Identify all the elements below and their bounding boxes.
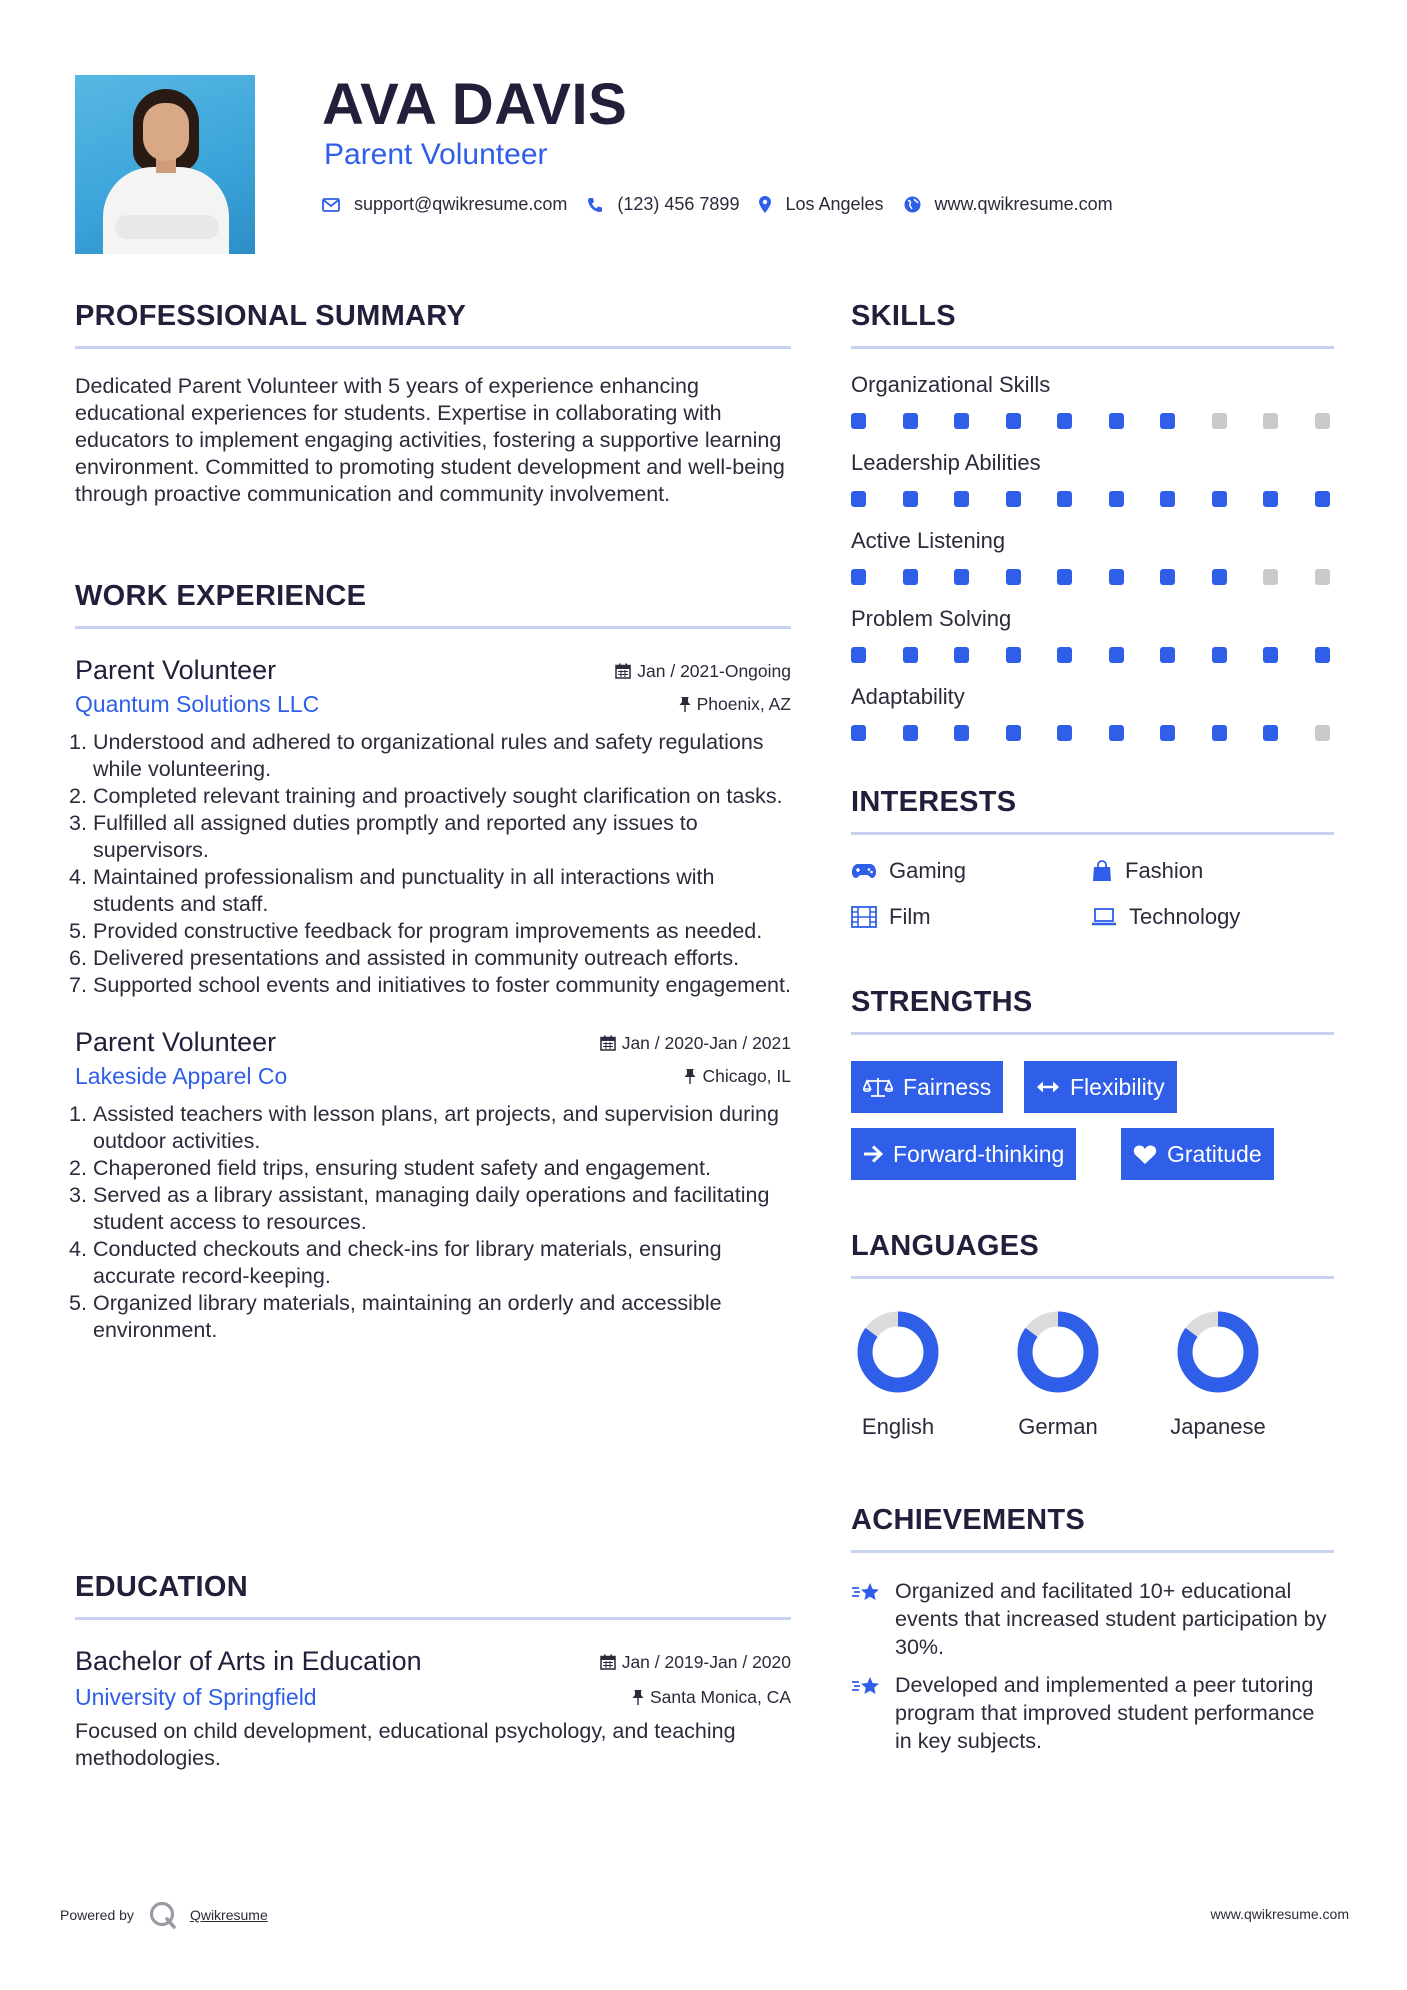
language-gauge bbox=[1173, 1307, 1263, 1397]
strengths-heading: STRENGTHS bbox=[851, 986, 1033, 1018]
contact-email[interactable]: support@qwikresume.com bbox=[354, 194, 568, 214]
strengths-section bbox=[851, 984, 1334, 1201]
list-item: 1. Assisted teachers with lesson plans, art projects, and supervision during outdoor activities. bbox=[69, 1102, 779, 1153]
list-item: 5. Organized library materials, maintaining an orderly and accessible environment. bbox=[69, 1291, 722, 1342]
education-dates-text: Jan / 2019-Jan / 2020 bbox=[621, 1651, 791, 1672]
strength-label: Gratitude bbox=[1167, 1140, 1262, 1167]
education-location-text: Santa Monica, CA bbox=[649, 1686, 791, 1707]
strength-chip bbox=[851, 1128, 1076, 1180]
rating-dot-filled bbox=[1160, 491, 1175, 507]
list-item: 3. Served as a library assistant, managing daily operations and facilitating student access to resources. bbox=[69, 1183, 770, 1234]
section-divider bbox=[851, 1550, 1334, 1553]
language-item bbox=[843, 1307, 953, 1441]
summary-heading: PROFESSIONAL SUMMARY bbox=[75, 300, 467, 332]
languages-heading: LANGUAGES bbox=[851, 1230, 1039, 1262]
rating-dot-filled bbox=[1057, 647, 1072, 663]
strength-chip bbox=[1024, 1061, 1177, 1113]
rating-dot-filled bbox=[1160, 569, 1175, 585]
achievements-heading: ACHIEVEMENTS bbox=[851, 1504, 1086, 1536]
list-item: 3. Fulfilled all assigned duties promptly and reported any issues to supervisors. bbox=[69, 811, 698, 862]
job-location-text: Phoenix, AZ bbox=[696, 693, 791, 714]
shooting-star-icon bbox=[851, 1580, 883, 1606]
section-divider bbox=[75, 626, 791, 629]
calendar-icon bbox=[600, 1035, 616, 1051]
skill-rating bbox=[851, 567, 1334, 587]
interest-label: Fashion bbox=[1125, 858, 1204, 883]
education-description: Focused on child development, educational psychology, and teaching methodologies. bbox=[75, 1719, 736, 1770]
experience-section bbox=[69, 578, 791, 1344]
contact-bar bbox=[322, 194, 1133, 215]
envelope-icon bbox=[322, 198, 340, 212]
skill-item bbox=[851, 371, 1334, 431]
strength-label: Flexibility bbox=[1070, 1073, 1165, 1100]
rating-dot-filled bbox=[954, 569, 969, 585]
strengths-list bbox=[851, 1061, 1334, 1201]
rating-dot-empty bbox=[1315, 569, 1330, 585]
job-dates bbox=[615, 661, 791, 682]
job-dates bbox=[600, 1033, 791, 1054]
skill-item bbox=[851, 683, 1334, 743]
heart-icon bbox=[1133, 1144, 1157, 1165]
skill-rating bbox=[851, 723, 1334, 743]
summary-section bbox=[75, 298, 791, 508]
rating-dot-filled bbox=[954, 647, 969, 663]
language-item bbox=[1163, 1307, 1273, 1441]
rating-dot-filled bbox=[1212, 725, 1227, 741]
qwikresume-logo-icon bbox=[148, 1900, 178, 1930]
skill-name: Leadership Abilities bbox=[851, 450, 1041, 475]
rating-dot-filled bbox=[903, 491, 918, 507]
skill-name: Adaptability bbox=[851, 684, 965, 709]
rating-dot-filled bbox=[1006, 413, 1021, 429]
job-location bbox=[684, 1066, 791, 1087]
list-item: 4. Conducted checkouts and check-ins for library materials, ensuring accurate record-keeping. bbox=[69, 1237, 722, 1288]
interest-item bbox=[1091, 857, 1203, 885]
rating-dot-empty bbox=[1263, 569, 1278, 585]
map-pin-icon bbox=[759, 196, 771, 213]
job-title: Parent Volunteer bbox=[75, 1027, 277, 1057]
rating-dot-filled bbox=[1057, 569, 1072, 585]
rating-dot-filled bbox=[1315, 491, 1330, 507]
rating-dot-filled bbox=[903, 647, 918, 663]
education-location bbox=[632, 1687, 791, 1708]
section-divider bbox=[851, 1032, 1334, 1035]
interest-label: Technology bbox=[1129, 904, 1241, 929]
list-item: 2. Chaperoned field trips, ensuring student safety and engagement. bbox=[69, 1156, 711, 1180]
rating-dot-filled bbox=[1160, 725, 1175, 741]
rating-dot-filled bbox=[1006, 725, 1021, 741]
skill-rating bbox=[851, 411, 1334, 431]
rating-dot-filled bbox=[1109, 569, 1124, 585]
list-item: 5. Provided constructive feedback for program improvements as needed. bbox=[69, 919, 763, 943]
arrow-right-icon bbox=[863, 1145, 883, 1163]
rating-dot-filled bbox=[851, 569, 866, 585]
rating-dot-filled bbox=[1006, 569, 1021, 585]
education-dates bbox=[600, 1652, 791, 1673]
job-dates-text: Jan / 2021-Ongoing bbox=[637, 660, 791, 681]
list-item: 6. Delivered presentations and assisted in community outreach efforts. bbox=[69, 946, 740, 970]
candidate-name: AVA DAVIS bbox=[322, 72, 628, 137]
rating-dot-filled bbox=[851, 491, 866, 507]
rating-dot-filled bbox=[903, 413, 918, 429]
contact-location: Los Angeles bbox=[785, 194, 884, 214]
interests-list bbox=[851, 857, 1334, 957]
section-divider bbox=[851, 832, 1334, 835]
rating-dot-empty bbox=[1315, 725, 1330, 741]
skill-item bbox=[851, 527, 1334, 587]
skill-item bbox=[851, 449, 1334, 509]
rating-dot-filled bbox=[1006, 647, 1021, 663]
strength-label: Forward-thinking bbox=[893, 1140, 1065, 1167]
pushpin-icon bbox=[684, 1068, 696, 1084]
experience-heading: WORK EXPERIENCE bbox=[75, 580, 367, 612]
strength-chip bbox=[851, 1061, 1003, 1113]
language-item bbox=[1003, 1307, 1113, 1441]
contact-website[interactable]: www.qwikresume.com bbox=[934, 194, 1113, 214]
strength-chip bbox=[1121, 1128, 1274, 1180]
powered-by-text: Powered by bbox=[60, 1907, 134, 1923]
rating-dot-filled bbox=[903, 569, 918, 585]
achievement-item: Organized and facilitated 10+ educational events that increased student participation by 30%. bbox=[851, 1577, 1334, 1661]
film-icon bbox=[851, 906, 877, 928]
rating-dot-filled bbox=[903, 725, 918, 741]
interest-label: Film bbox=[889, 904, 931, 929]
rating-dot-filled bbox=[1109, 413, 1124, 429]
section-divider bbox=[75, 346, 791, 349]
balance-scale-icon bbox=[863, 1076, 893, 1098]
rating-dot-filled bbox=[1109, 491, 1124, 507]
rating-dot-filled bbox=[1057, 725, 1072, 741]
phone-icon bbox=[587, 197, 603, 213]
contact-phone[interactable]: (123) 456 7899 bbox=[617, 194, 740, 214]
language-gauge bbox=[853, 1307, 943, 1397]
candidate-title: Parent Volunteer bbox=[324, 138, 548, 171]
company-name: Quantum Solutions LLC bbox=[75, 691, 320, 717]
languages-section bbox=[851, 1228, 1334, 1467]
brand-link[interactable]: Qwikresume bbox=[189, 1907, 268, 1923]
interest-item bbox=[1091, 903, 1240, 931]
footer-powered-by bbox=[60, 1900, 268, 1930]
rating-dot-filled bbox=[1315, 647, 1330, 663]
interest-label: Gaming bbox=[889, 858, 967, 883]
rating-dot-filled bbox=[1212, 569, 1227, 585]
duty-list bbox=[69, 729, 791, 999]
rating-dot-filled bbox=[1006, 491, 1021, 507]
shopping-bag-icon bbox=[1091, 860, 1113, 882]
rating-dot-filled bbox=[1160, 413, 1175, 429]
rating-dot-filled bbox=[1212, 491, 1227, 507]
rating-dot-empty bbox=[1263, 413, 1278, 429]
rating-dot-empty bbox=[1315, 413, 1330, 429]
pushpin-icon bbox=[632, 1689, 644, 1705]
languages-list bbox=[851, 1307, 1334, 1467]
rating-dot-filled bbox=[1109, 647, 1124, 663]
rating-dot-filled bbox=[954, 413, 969, 429]
section-divider bbox=[851, 346, 1334, 349]
job-location bbox=[679, 694, 791, 715]
list-item: 7. Supported school events and initiatives to foster community engagement. bbox=[69, 973, 791, 997]
interest-item bbox=[851, 903, 931, 931]
job-title: Parent Volunteer bbox=[75, 655, 277, 685]
skills-section bbox=[851, 298, 1334, 761]
skill-item bbox=[851, 605, 1334, 665]
profile-photo bbox=[75, 75, 255, 254]
achievement-item: Developed and implemented a peer tutoring program that improved student performance in key subjects. bbox=[851, 1671, 1334, 1755]
skills-list bbox=[851, 371, 1334, 743]
pushpin-icon bbox=[679, 696, 691, 712]
rating-dot-empty bbox=[1212, 413, 1227, 429]
school-name: University of Springfield bbox=[75, 1684, 317, 1710]
language-name: German bbox=[1018, 1414, 1098, 1439]
language-gauge bbox=[1013, 1307, 1103, 1397]
job-entry bbox=[69, 1025, 791, 1344]
skill-name: Organizational Skills bbox=[851, 372, 1051, 397]
interests-section bbox=[851, 784, 1334, 957]
skill-rating bbox=[851, 645, 1334, 665]
list-item: 4. Maintained professionalism and punctuality in all interactions with students and staff. bbox=[69, 865, 715, 916]
rating-dot-filled bbox=[851, 725, 866, 741]
footer-website[interactable]: www.qwikresume.com bbox=[1210, 1906, 1349, 1922]
rating-dot-filled bbox=[1160, 647, 1175, 663]
interests-heading: INTERESTS bbox=[851, 786, 1017, 818]
job-entry bbox=[69, 653, 791, 999]
calendar-icon bbox=[615, 663, 631, 679]
rating-dot-filled bbox=[1057, 413, 1072, 429]
rating-dot-filled bbox=[1109, 725, 1124, 741]
achievements-list bbox=[851, 1577, 1334, 1755]
job-dates-text: Jan / 2020-Jan / 2021 bbox=[621, 1032, 791, 1053]
education-heading: EDUCATION bbox=[75, 1571, 248, 1603]
achievements-section bbox=[851, 1502, 1334, 1755]
strength-label: Fairness bbox=[903, 1073, 992, 1100]
rating-dot-filled bbox=[1057, 491, 1072, 507]
interest-item bbox=[851, 857, 966, 885]
gamepad-icon bbox=[851, 862, 877, 880]
company-name: Lakeside Apparel Co bbox=[75, 1063, 288, 1089]
rating-dot-filled bbox=[1263, 647, 1278, 663]
list-item: 2. Completed relevant training and proactively sought clarification on tasks. bbox=[69, 784, 783, 808]
rating-dot-filled bbox=[1212, 647, 1227, 663]
globe-icon bbox=[904, 196, 921, 213]
arrows-horizontal-icon bbox=[1036, 1080, 1060, 1094]
section-divider bbox=[75, 1617, 791, 1620]
summary-text: Dedicated Parent Volunteer with 5 years of experience enhancing educational experiences for students. Expertise in collaborating with educators to implement engaging activities, fostering a supportive learning environment. Committed to promoting student development and well-being through proactive communication and community involvement. bbox=[75, 374, 785, 506]
laptop-icon bbox=[1091, 908, 1117, 926]
rating-dot-filled bbox=[851, 647, 866, 663]
section-divider bbox=[851, 1276, 1334, 1279]
rating-dot-filled bbox=[851, 413, 866, 429]
job-location-text: Chicago, IL bbox=[702, 1065, 791, 1086]
education-section bbox=[75, 1569, 791, 1772]
rating-dot-filled bbox=[1263, 725, 1278, 741]
skills-heading: SKILLS bbox=[851, 300, 956, 332]
duty-list bbox=[69, 1101, 791, 1344]
calendar-icon bbox=[600, 1654, 616, 1670]
rating-dot-filled bbox=[954, 491, 969, 507]
language-name: English bbox=[861, 1414, 935, 1439]
rating-dot-filled bbox=[1263, 491, 1278, 507]
degree-title: Bachelor of Arts in Education bbox=[75, 1646, 422, 1676]
list-item: 1. Understood and adhered to organizational rules and safety regulations while volunteering. bbox=[69, 730, 764, 781]
skill-name: Active Listening bbox=[851, 528, 1006, 553]
language-name: Japanese bbox=[1170, 1414, 1266, 1439]
shooting-star-icon bbox=[851, 1674, 883, 1700]
skill-rating bbox=[851, 489, 1334, 509]
skill-name: Problem Solving bbox=[851, 606, 1012, 631]
rating-dot-filled bbox=[954, 725, 969, 741]
